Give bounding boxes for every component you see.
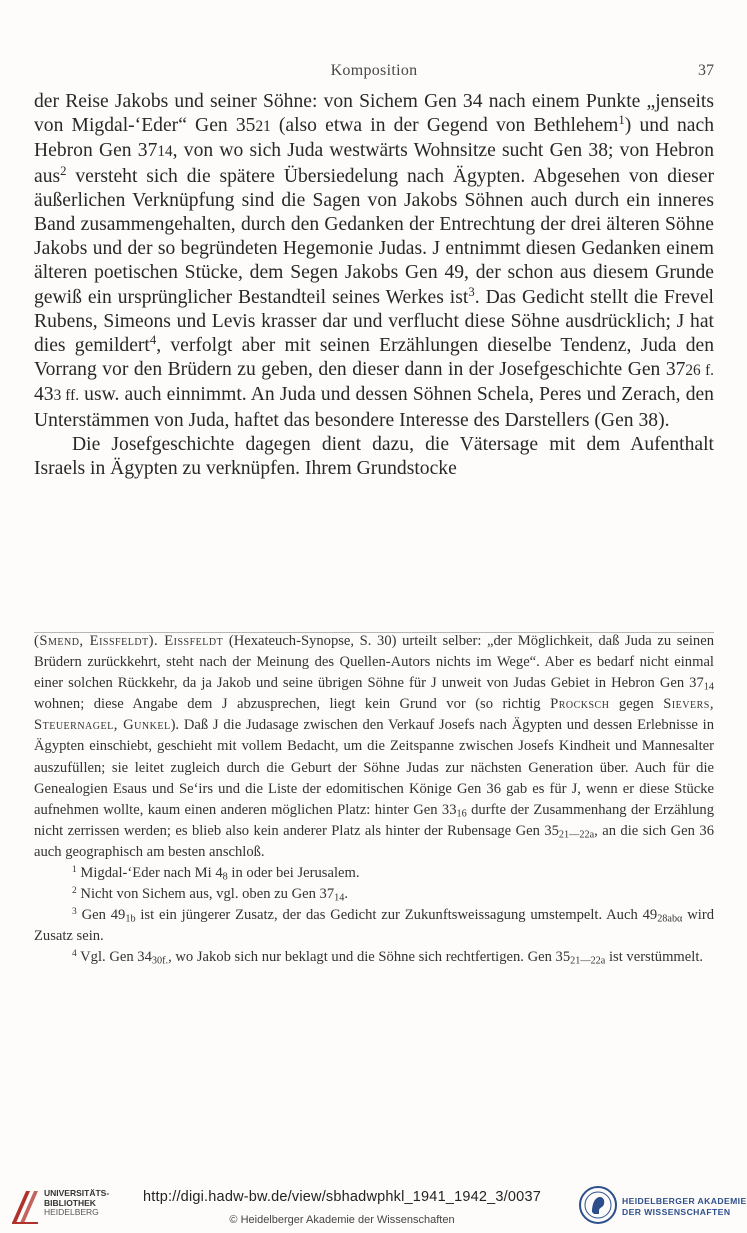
footnote-1: $^1$ Migdal-‘Eder nach Mi $4_8$ in oder bei Jerusalem.	[72, 864, 360, 883]
academy-wordmark: HEIDELBERGER AKADEMIE DER WISSENSCHAFTEN	[622, 1196, 747, 1217]
permalink-url[interactable]: http://digi.hadw-bw.de/view/sbhadwphkl_1941_1942_3/0037	[143, 1189, 541, 1205]
body-text	[34, 90, 714, 481]
footnote-ref-4: 4	[149, 333, 157, 348]
footnotes	[34, 631, 714, 969]
footnote-3: $^3$ Gen $49_{1b}$ ist ein jüngerer Zusatz, der das Gedicht zur Zukunftsweissagung umstempelt. Auch $49_{28ab\alpha}$ wird Zusatz sein.	[34, 907, 714, 945]
ub-wordmark: UNIVERSITÄTS- BIBLIOTHEK HEIDELBERG	[44, 1188, 110, 1217]
copyright-notice: © Heidelberger Akademie der Wissenschaften	[229, 1214, 455, 1226]
footnote-ref-1: 1	[618, 113, 625, 128]
running-header	[34, 62, 714, 86]
footnote-ref-3: 3	[468, 284, 475, 299]
running-title: Komposition	[330, 62, 418, 79]
page-number: 37	[698, 62, 714, 79]
paragraph-2: Die Josefgeschichte dagegen dient dazu, die Vätersage mit dem Aufenthalt Israels in Ägypten zu verknüpfen. Ihrem Grundstocke	[34, 433, 714, 480]
footnote-2: $^2$ Nicht von Sichem aus, vgl. oben zu Gen $37_{14}$.	[72, 885, 348, 904]
footnote-continuation: (Smend, Eissfeldt). Eissfeldt (Hexateuch-Synopse, S. 30) urteilt selber: „der Möglichkeit, daß Juda zu seinen Brüdern zurückkehrt, steht nach der Meinung des Quellen-Autors nichts im Wege“. Aber es bedarf nicht einmal einer solchen Rückkehr, da ja Jakob und seine übrigen Söhne für J unweit von Judas Gebiet in Hebron Gen $37_{14}$ wohnen; diese Angabe dem J abzusprechen, liegt kein Grund vor (so richtig Procksch gegen Sievers, Steuernagel, Gunkel). Daß J die Judasage zwischen den Verkauf Josefs nach Ägypten und dessen Erlebnisse in Ägypten einschiebt, geschieht mit vollem Bedacht, um die Zeitspanne zwischen Josefs Kindheit und Mannesalter auszufüllen; sie leitet zugleich durch die Geburt der Söhne Judas zur nächsten Generation über. Auch für die Genealogien Esaus und Se‘irs und die Liste der edomitischen Könige Gen 36 gab es für J, wenn er diese Stücke aufnehmen wollte, kaum einen anderen möglichen Platz: hinter Gen $33_{16}$ durfte der Zusammenhang der Erzählung nicht zerrissen werden; es blieb also kein anderer Platz als hinter der Rubensage Gen $35_{21—22a}$, an die sich Gen 36 auch geographisch am besten anschloß.	[34, 633, 714, 860]
academy-seal-icon	[578, 1185, 618, 1225]
paragraph-1: der Reise Jakobs und seiner Söhne: von Sichem Gen 34 nach einem Punkte „jenseits von Migdal-‘Eder“ Gen 3521 (also etwa in der Gegend von Bethlehem$^1$) und nach Hebron Gen 3714, von wo sich Juda westwärts Wohnsitze sucht Gen 38; von Hebron aus$^2$ versteht sich die spätere Übersiedelung nach Ägypten. Abgesehen von dieser äußerlichen Verknüpfung sind die Sagen von Jakobs Söhnen auch durch ein inneres Band zusammengehalten, durch den Gedanken der Entrechtung der drei älteren Söhne Jakobs und der so begründeten Hegemonie Judas. J entnimmt diesen Gedanken einem älteren poetischen Stücke, dem Segen Jakobs Gen 49, der schon aus diesem Grunde gewiß ein ursprünglicher Bestandteil seines Werkes ist$^3$. Das Gedicht stellt die Frevel Rubens, Simeons und Levis krasser dar und verflucht diese Söhne ausdrücklich; J hat dies gemildert$^4$, verfolgt aber mit seinen Erzählungen dieselbe Tendenz, Juda den Vorrang vor den Brüdern zu geben, den dieser dann in der Josefgeschichte Gen 3726 f. 433 ff. usw. auch einnimmt. An Juda und dessen Söhnen Schela, Peres und Zerach, den Unterstämmen von Juda, haftet das besondere Interesse des Darstellers (Gen 38).	[34, 91, 715, 431]
digitization-footer	[0, 1177, 747, 1233]
footnote-4: $^4$ Vgl. Gen $34_{30f.}$, wo Jakob sich nur beklagt und die Söhne sich rechtfertigen. Gen $35_{21—22a}$ ist verstümmelt.	[72, 949, 704, 967]
footnote-ref-2: 2	[60, 163, 67, 178]
academy-logo[interactable]	[578, 1185, 747, 1229]
university-library-logo[interactable]	[10, 1187, 130, 1227]
ub-heidelberg-mark-icon	[10, 1187, 40, 1227]
